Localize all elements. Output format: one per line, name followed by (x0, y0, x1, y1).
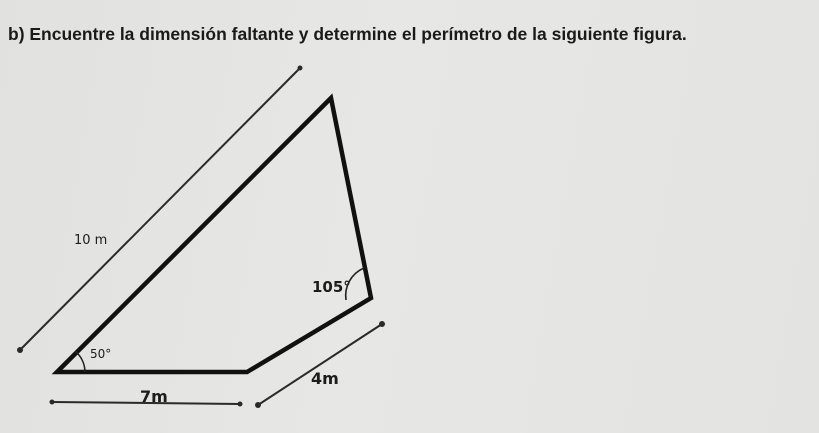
dimension-dot (238, 402, 243, 407)
dimension-dot (50, 400, 55, 405)
dimension-line-hypotenuse (20, 68, 300, 350)
label-angle-bottom-left: 50° (90, 347, 112, 361)
dimension-dot (17, 347, 23, 353)
dimension-line-slant (258, 324, 382, 405)
question-text: b) Encuentre la dimensión faltante y determine el perímetro de la siguiente figura. (8, 24, 687, 44)
dimension-dot (255, 402, 261, 408)
dimension-dot (298, 66, 303, 71)
dimension-dot (379, 321, 385, 327)
label-slant-side: 4m (311, 369, 339, 388)
label-angle-right: 105° (312, 278, 351, 296)
label-hypotenuse: 10 m (74, 233, 108, 248)
label-bottom-side: 7m (140, 387, 168, 406)
